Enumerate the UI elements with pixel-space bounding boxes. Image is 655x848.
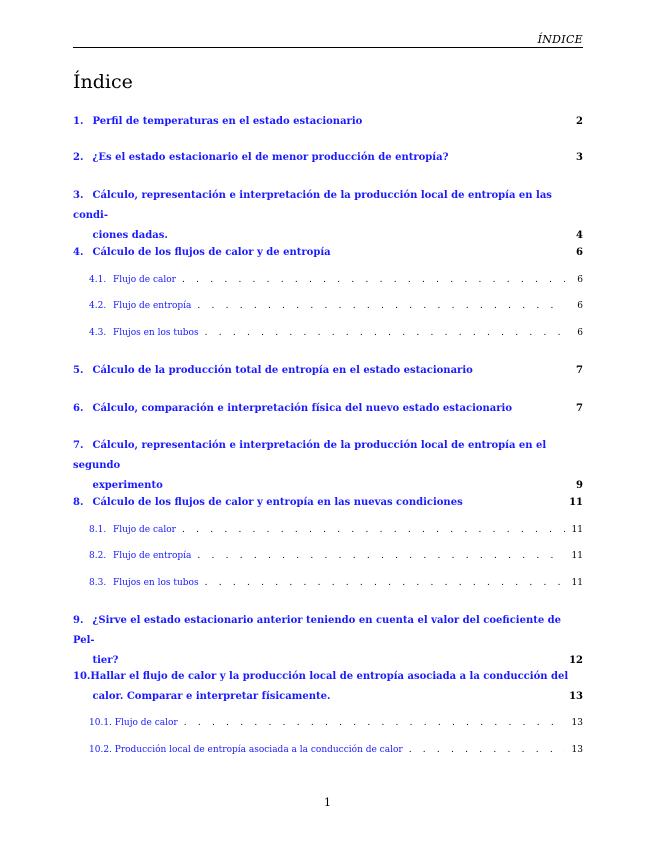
page-ref: 6: [577, 328, 583, 338]
toc-entry-10-2[interactable]: [89, 743, 583, 757]
section-title: Perfil de temperaturas en el estado estacionario: [92, 116, 363, 127]
section-title-line2: calor. Comparar e interpretar físicamente.: [92, 691, 331, 702]
page-ref: 12: [569, 655, 583, 666]
subsection-number: 4.2.: [89, 301, 107, 311]
toc-entry-7[interactable]: [73, 436, 583, 496]
toc-entry-8-2[interactable]: [89, 549, 583, 563]
section-title-line1: Cálculo, representación e interpretación de la producción local de entropía en el segundo: [73, 440, 547, 471]
section-title-line1: Cálculo, representación e interpretación de la producción local de entropía en las condi-: [73, 190, 552, 221]
page-ref: 11: [569, 497, 583, 508]
page-number: 1: [324, 796, 331, 809]
page-ref: 11: [571, 525, 583, 535]
toc-entry-8[interactable]: [73, 493, 583, 513]
subsection-number: 10.1.: [89, 718, 112, 728]
dot-leader: [182, 273, 565, 287]
section-title-line2: tier?: [92, 655, 119, 666]
section-number: 6.: [73, 403, 84, 414]
section-number: 10.: [73, 671, 91, 682]
dot-leader: [182, 523, 565, 537]
section-number: 4.: [73, 247, 84, 258]
section-number: 3.: [73, 190, 84, 201]
subsection-number: 8.2.: [89, 551, 107, 561]
page-ref: 4: [576, 230, 583, 241]
subsection-number: 8.3.: [89, 578, 107, 588]
page-title: Índice: [73, 71, 133, 93]
section-number: 2.: [73, 152, 84, 163]
toc-entry-4-3[interactable]: [89, 326, 583, 340]
dot-leader: [184, 716, 565, 730]
toc-entry-10-1[interactable]: [89, 716, 583, 730]
subsection-title: Flujo de entropía: [113, 551, 192, 561]
subsection-title: Producción local de entropía asociada a la conducción de calor: [114, 745, 403, 755]
subsection-number: 4.3.: [89, 328, 107, 338]
page-ref: 9: [576, 480, 583, 491]
section-number: 7.: [73, 440, 84, 451]
page-ref: 2: [576, 116, 583, 127]
section-number: 1.: [73, 116, 84, 127]
section-title: Cálculo de los flujos de calor y entropía en las nuevas condiciones: [92, 497, 463, 508]
page-ref: 3: [576, 152, 583, 163]
page-ref: 6: [577, 301, 583, 311]
dot-leader: [205, 576, 565, 590]
subsection-title: Flujo de entropía: [113, 301, 192, 311]
toc-entry-5[interactable]: [73, 361, 583, 381]
page-ref: 13: [571, 718, 583, 728]
section-title-line2: experimento: [92, 480, 163, 491]
toc-entry-1[interactable]: [73, 112, 583, 132]
section-title: Cálculo de la producción total de entropía en el estado estacionario: [92, 365, 473, 376]
section-title: ¿Es el estado estacionario el de menor producción de entropía?: [92, 152, 449, 163]
page-ref: 6: [577, 275, 583, 285]
toc-entry-6[interactable]: [73, 399, 583, 419]
toc-entry-4-2[interactable]: [89, 299, 583, 313]
page-ref: 7: [576, 403, 583, 414]
section-title: Cálculo de los flujos de calor y de entropía: [92, 247, 331, 258]
toc-entry-8-1[interactable]: [89, 523, 583, 537]
dot-leader: [409, 743, 565, 757]
section-title-line1: Hallar el flujo de calor y la producción local de entropía asociada a la conducción del: [90, 671, 569, 682]
toc-entry-2[interactable]: [73, 148, 583, 168]
section-number: 9.: [73, 615, 84, 626]
subsection-title: Flujo de calor: [113, 275, 176, 285]
subsection-number: 4.1.: [89, 275, 107, 285]
subsection-title: Flujos en los tubos: [113, 328, 199, 338]
page-ref: 13: [569, 691, 583, 702]
section-title-line1: ¿Sirve el estado estacionario anterior teniendo en cuenta el valor del coeficiente de Pel-: [73, 615, 562, 646]
page-ref: 7: [576, 365, 583, 376]
section-title-line2: ciones dadas.: [92, 230, 168, 241]
subsection-number: 8.1.: [89, 525, 107, 535]
section-number: 8.: [73, 497, 84, 508]
subsection-title: Flujo de calor: [113, 525, 176, 535]
toc-entry-8-3[interactable]: [89, 576, 583, 590]
toc-entry-3[interactable]: [73, 186, 583, 246]
running-head: ÍNDICE: [537, 33, 583, 46]
page-ref: 13: [571, 745, 583, 755]
page-ref: 6: [576, 247, 583, 258]
subsection-number: 10.2.: [89, 745, 112, 755]
dot-leader: [205, 326, 565, 340]
toc-entry-4[interactable]: [73, 243, 583, 263]
page-ref: 11: [571, 551, 583, 561]
section-title: Cálculo, comparación e interpretación física del nuevo estado estacionario: [92, 403, 513, 414]
subsection-title: Flujos en los tubos: [113, 578, 199, 588]
section-number: 5.: [73, 365, 84, 376]
toc-entry-4-1[interactable]: [89, 273, 583, 287]
page-ref: 11: [571, 578, 583, 588]
dot-leader: [197, 549, 565, 563]
subsection-title: Flujo de calor: [114, 718, 178, 728]
toc-entry-9[interactable]: [73, 611, 583, 671]
toc-entry-10[interactable]: [73, 667, 583, 707]
dot-leader: [197, 299, 565, 313]
